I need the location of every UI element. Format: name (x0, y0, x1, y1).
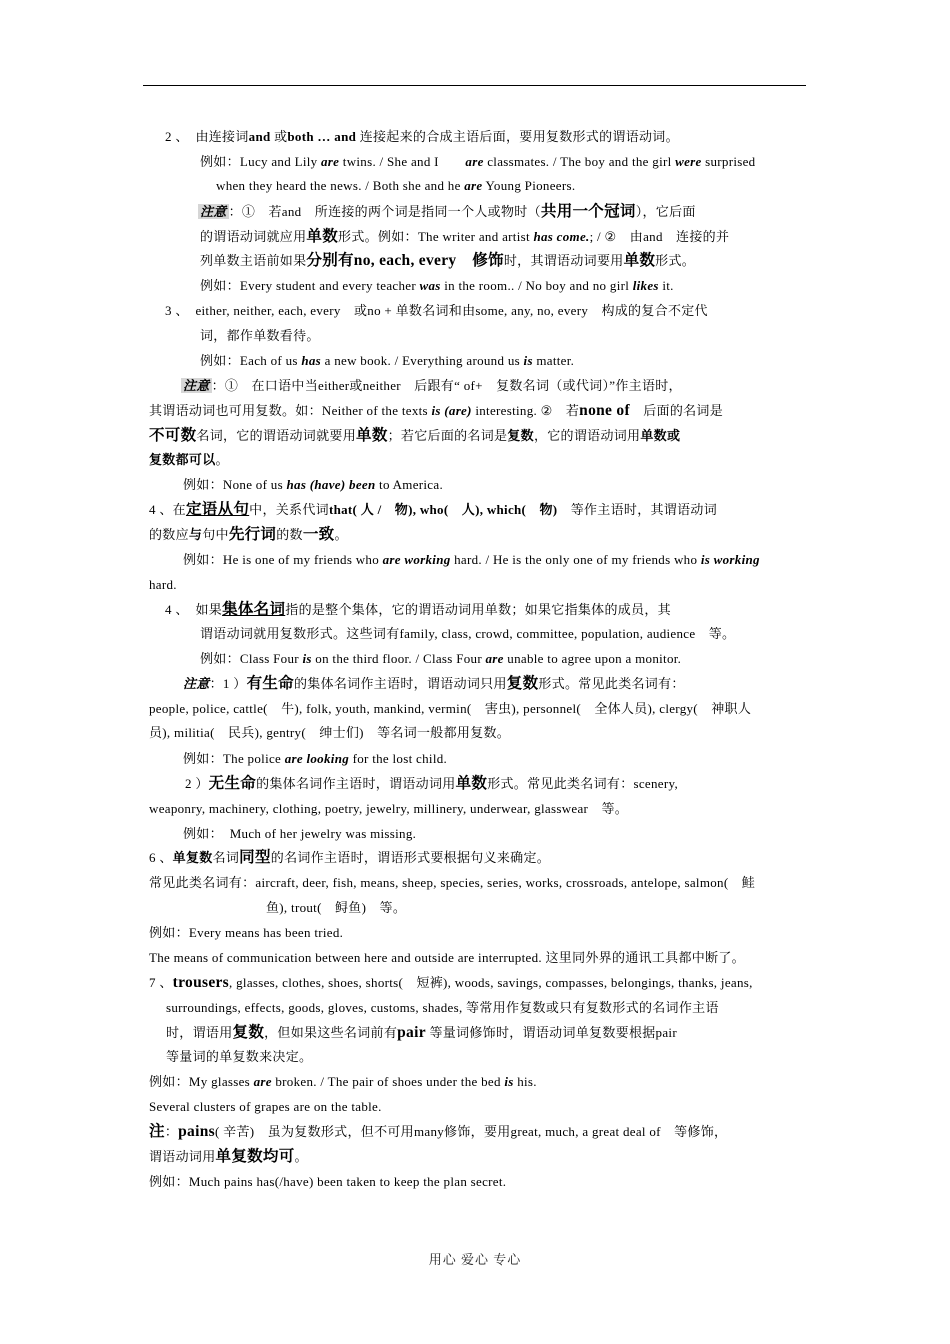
line: 谓语动词用单复数均可。 (149, 1148, 308, 1165)
line: 的谓语动词就应用单数形式。例如：The writer and artist has come.; / ② 由and 连接的并 (200, 228, 730, 245)
line: surroundings, effects, goods, gloves, customs, shades, 等常用作复数或只有复数形式的名词作主语 (166, 1000, 719, 1015)
line: when they heard the news. / Both she and he are Young Pioneers. (216, 178, 576, 193)
line: 员), militia( 民兵), gentry( 绅士们) 等名词一般都用复数。 (149, 725, 511, 740)
line: 鱼), trout( 鲟鱼) 等。 (266, 900, 407, 915)
line: 复数都可以。 (149, 452, 229, 467)
line: 例如：The police are looking for the lost child. (183, 751, 448, 766)
line: 例如：Class Four is on the third floor. / Class Four are unable to agree upon a monitor. (200, 651, 682, 666)
line: The means of communication between here and outside are interrupted. 这里同外界的通讯工具都中断了。 (149, 950, 745, 965)
line: hard. (149, 577, 177, 592)
page-footer: 用心 爱心 专心 (428, 1252, 522, 1267)
line: 词，都作单数看待。 (200, 328, 320, 343)
line: 3 、 either, neither, each, every 或no + 单数名词和由some, any, no, every 构成的复合不定代 (165, 303, 708, 318)
line: 例如：My glasses are broken. / The pair of shoes under the bed is his. (149, 1074, 537, 1089)
line: 6 、单复数名词同型的名词作主语时，谓语形式要根据句义来确定。 (149, 849, 551, 866)
line: 4 、 如果集体名词指的是整个集体，它的谓语动词用单数；如果它指集体的成员，其 (165, 601, 671, 618)
line: Several clusters of grapes are on the table. (149, 1099, 382, 1114)
line: 例如：Every student and every teacher was in the room.. / No boy and no girl likes it. (200, 278, 674, 293)
line: 例如：He is one of my friends who are working hard. / He is the only one of my friends who is working (183, 552, 760, 567)
line: 例如：None of us has (have) been to America. (183, 477, 443, 492)
line: 2 、 由连接词and 或both … and 连接起来的合成主语后面，要用复数形式的谓语动词。 (165, 129, 679, 144)
line: 注意：1 ）有生命的集体名词作主语时，谓语动词只用复数形式。常见此类名词有： (183, 675, 685, 692)
line: 注意 ：① 在口语中当either或neither 后跟有“ of+ 复数名词（或代词）”作主语时， (183, 378, 682, 393)
line: 注意 ：① 若and 所连接的两个词是指同一个人或物时（共用一个冠词），它后面 (200, 203, 696, 220)
line: 不可数名词，它的谓语动词就要用单数；若它后面的名词是复数，它的谓语动词用单数或 (149, 427, 681, 444)
line: 等量词的单复数来决定。 (166, 1049, 313, 1064)
line: 7 、trousers, glasses, clothes, shoes, shorts( 短裤), woods, savings, compasses, belongings, thanks, jeans, (149, 974, 753, 991)
line: 注：pains( 辛苦) 虽为复数形式，但不可用many修饰，要用great, much, a great deal of 等修饰， (149, 1123, 728, 1140)
line: 例如： Much of her jewelry was missing. (183, 826, 417, 841)
line: people, police, cattle( 牛), folk, youth, mankind, vermin( 害虫), personnel( 全体人员), clergy( 神职人 (149, 701, 752, 716)
line: 4 、在定语从句中，关系代词that( 人 / 物), who( 人), which( 物) 等作主语时，其谓语动词 (149, 501, 718, 518)
line: 例如：Every means has been tried. (149, 925, 344, 940)
line: weaponry, machinery, clothing, poetry, jewelry, millinery, underwear, glasswear 等。 (149, 801, 629, 816)
header-rule (143, 85, 806, 86)
line: 其谓语动词也可用复数。如：Neither of the texts is (are) interesting. ② 若none of 后面的名词是 (149, 402, 724, 419)
line: 谓语动词就用复数形式。这些词有family, class, crowd, committee, population, audience 等。 (200, 626, 736, 641)
line: 列单数主语前如果分别有no, each, every 修饰时，其谓语动词要用单数形式。 (200, 252, 696, 269)
line: 例如：Each of us has a new book. / Everything around us is matter. (200, 353, 575, 368)
line: 例如：Much pains has(/have) been taken to keep the plan secret. (149, 1174, 507, 1189)
line: 例如：Lucy and Lily are twins. / She and I are classmates. / The boy and the girl were surprised (200, 154, 756, 169)
line: 的数应与句中先行词的数一致。 (149, 526, 348, 543)
line: 时，谓语用复数，但如果这些名词前有pair 等量词修饰时，谓语动词单复数要根据pair (166, 1024, 677, 1041)
line: 2 ）无生命的集体名词作主语时，谓语动词用单数形式。常见此类名词有：scenery, (185, 775, 678, 792)
line: 常见此类名词有：aircraft, deer, fish, means, sheep, species, series, works, crossroads, antelope, salmon( 鲑 (149, 875, 756, 890)
